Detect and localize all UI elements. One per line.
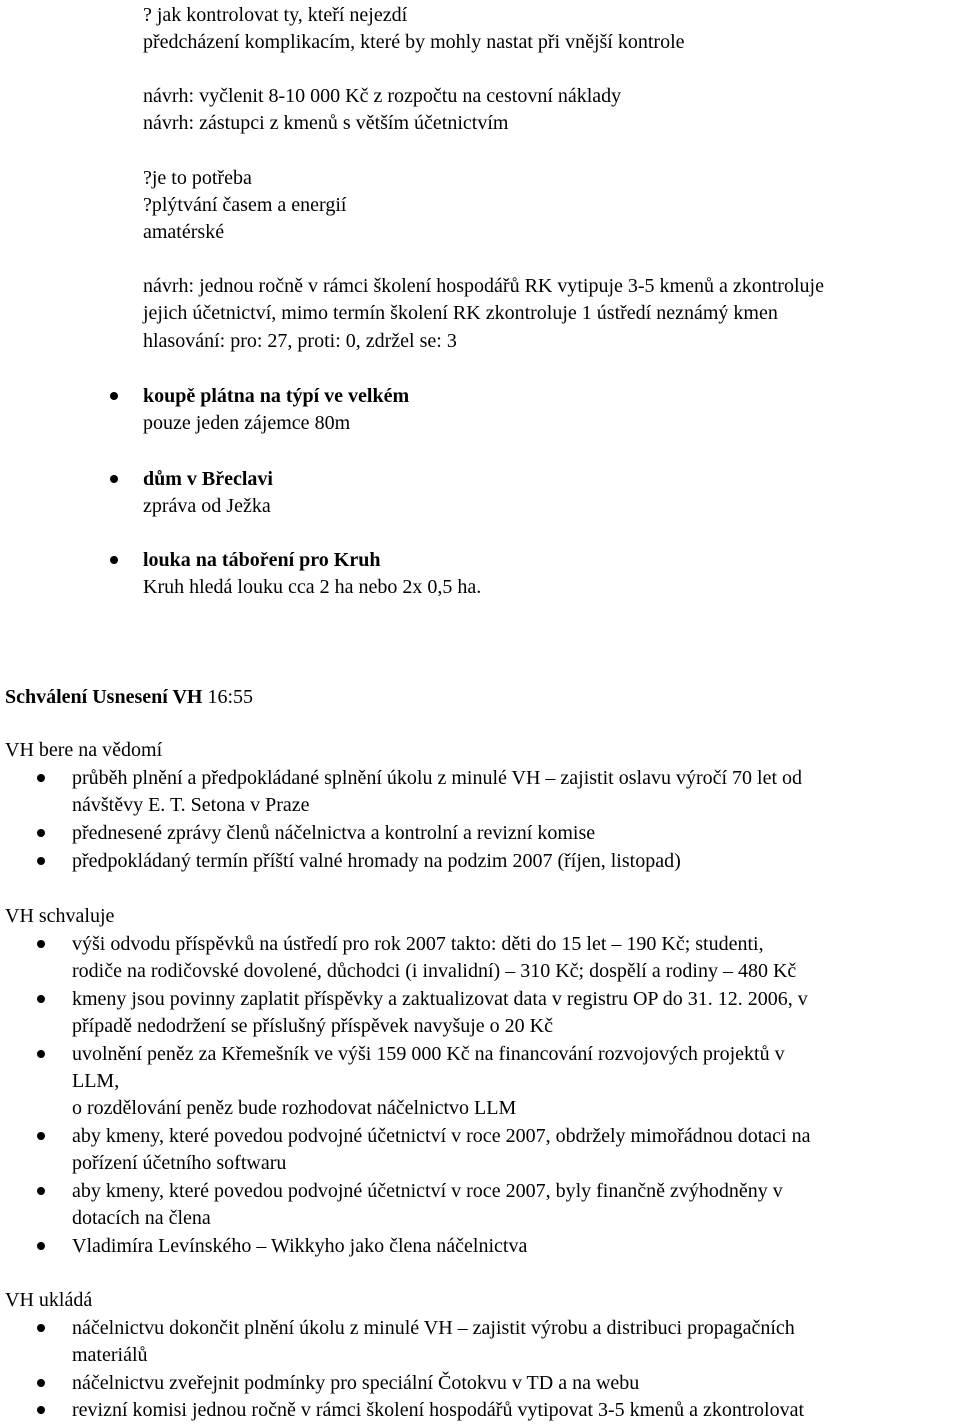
item-title: koupě plátna na týpí ve velkém — [143, 385, 410, 407]
list-item-line: kmeny jsou povinny zaplatit příspěvky a zaktualizovat data v registru OP do 31. 12. 2006, v — [72, 988, 808, 1010]
bullet-icon — [110, 556, 118, 564]
bullet-icon — [37, 1050, 45, 1058]
bullet-icon — [37, 1187, 45, 1195]
list-item-line: návštěvy E. T. Setona v Praze — [72, 794, 310, 816]
item-detail: Kruh hledá louku cca 2 ha nebo 2x 0,5 ha. — [143, 576, 482, 598]
list-item-line: náčelnictvu zveřejnit podmínky pro speciální Čotokvu v TD a na webu — [72, 1372, 640, 1394]
list-item-line: náčelnictvu dokončit plnění úkolu z minulé VH – zajistit výrobu a distribuci propagačních — [72, 1317, 795, 1339]
list-item-line: výši odvodu příspěvků na ústředí pro rok 2007 takto: děti do 15 let – 190 Kč; studenti, — [72, 933, 764, 955]
subsection-label: VH ukládá — [5, 1289, 93, 1311]
text-line: předcházení komplikacím, které by mohly nastat při vnější kontrole — [143, 31, 685, 53]
proposal-line: návrh: jednou ročně v rámci školení hospodářů RK vytipuje 3-5 kmenů a zkontroluje — [143, 275, 824, 297]
list-item-line: revizní komisi jednou ročně v rámci školení hospodářů vytipovat 3-5 kmenů a zkontrolovat — [72, 1399, 805, 1421]
subsection-label: VH schvaluje — [5, 905, 115, 927]
subsection-label: VH bere na vědomí — [5, 739, 163, 761]
bullet-icon — [110, 475, 118, 483]
item-title: dům v Břeclavi — [143, 468, 273, 490]
list-item-line: materiálů — [72, 1344, 148, 1366]
question-line: ? jak kontrolovat ty, kteří nejezdí — [143, 4, 408, 26]
bullet-icon — [37, 829, 45, 837]
list-item-line: průběh plnění a předpokládané splnění úkolu z minulé VH – zajistit oslavu výročí 70 let od — [72, 767, 803, 789]
section-heading — [5, 685, 253, 709]
heading-time: 16:55 — [202, 686, 254, 708]
item-title: louka na táboření pro Kruh — [143, 549, 381, 571]
list-item-line: rodiče na rodičovské dovolené, důchodci (i invalidní) – 310 Kč; dospělí a rodiny – 480 Kč — [72, 960, 797, 982]
list-item-line: pořízení účetního softwaru — [72, 1152, 287, 1174]
proposal-line: návrh: zástupci z kmenů s větším účetnictvím — [143, 112, 509, 134]
item-detail: pouze jeden zájemce 80m — [143, 412, 351, 434]
list-item-line: LLM, — [72, 1070, 120, 1092]
bullet-icon — [110, 392, 118, 400]
list-item-line: aby kmeny, které povedou podvojné účetnictví v roce 2007, byly finančně zvýhodněny v — [72, 1180, 783, 1202]
bullet-icon — [37, 995, 45, 1003]
bullet-icon — [37, 940, 45, 948]
text-line: amatérské — [143, 221, 225, 243]
list-item-line: o rozdělování peněz bude rozhodovat náčelnictvo LLM — [72, 1097, 517, 1119]
list-item-line: předpokládaný termín příští valné hromady na podzim 2007 (říjen, listopad) — [72, 850, 681, 872]
list-item-line: případě nedodržení se příslušný příspěvek navyšuje o 20 Kč — [72, 1015, 553, 1037]
list-item-line: aby kmeny, které povedou podvojné účetnictví v roce 2007, obdržely mimořádnou dotaci na — [72, 1125, 811, 1147]
bullet-icon — [37, 857, 45, 865]
bullet-icon — [37, 774, 45, 782]
proposal-line: návrh: vyčlenit 8-10 000 Kč z rozpočtu na cestovní náklady — [143, 85, 622, 107]
list-item-line: uvolnění peněz za Křemešník ve výši 159 000 Kč na financování rozvojových projektů v — [72, 1043, 785, 1065]
bullet-icon — [37, 1379, 45, 1387]
vote-line: hlasování: pro: 27, proti: 0, zdržel se: 3 — [143, 330, 457, 352]
question-line: ?plýtvání časem a energií — [143, 194, 347, 216]
bullet-icon — [37, 1132, 45, 1140]
list-item-line: dotacích na člena — [72, 1207, 211, 1229]
bullet-icon — [37, 1242, 45, 1250]
item-detail: zpráva od Ježka — [143, 495, 271, 517]
proposal-line: jejich účetnictví, mimo termín školení RK zkontroluje 1 ústředí neznámý kmen — [143, 302, 778, 324]
question-line: ?je to potřeba — [143, 167, 252, 189]
list-item-line: přednesené zprávy členů náčelnictva a kontrolní a revizní komise — [72, 822, 596, 844]
list-item-line: Vladimíra Levínského – Wikkyho jako člena náčelnictva — [72, 1235, 528, 1257]
bullet-icon — [37, 1406, 45, 1414]
bullet-icon — [37, 1324, 45, 1332]
heading-bold: Schválení Usnesení VH — [5, 686, 203, 708]
